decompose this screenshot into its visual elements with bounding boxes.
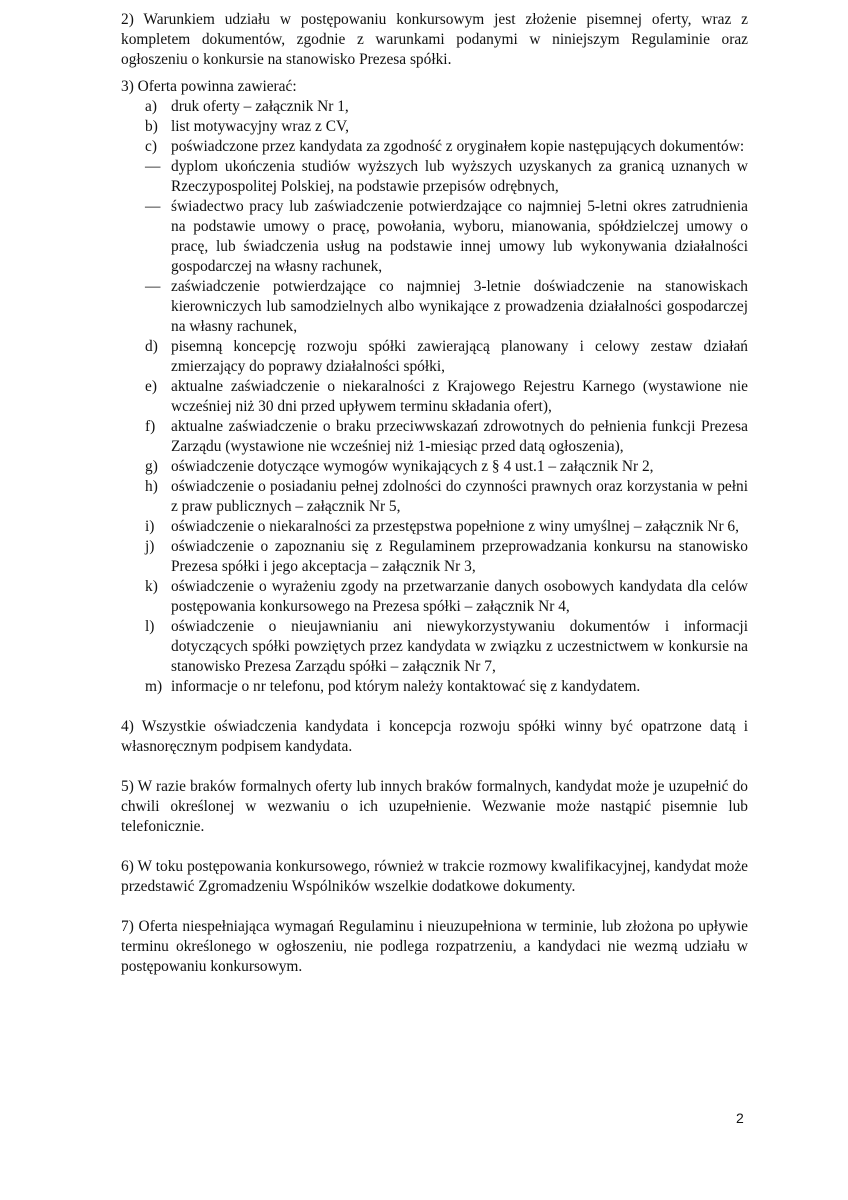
list-item-g [121,457,748,477]
list-item-text: informacje o nr telefonu, pod którym należy kontaktować się z kandydatem. [171,678,641,695]
list-marker: e) [145,378,157,395]
list-marker: g) [145,458,158,475]
list-marker: a) [145,98,157,115]
list-marker: h) [145,478,158,495]
list-marker: i) [145,518,155,535]
list-item-d [121,337,748,377]
list-item-dash-management-experience [121,277,748,337]
list-item-f [121,417,748,457]
paragraph-4: 4) Wszystkie oświadczenia kandydata i koncepcja rozwoju spółki winny być opatrzone datą i własnoręcznym podpisem kandydata. [121,718,748,755]
list-marker: b) [145,118,158,135]
page-number: 2 [736,1110,744,1126]
list-item-text: oświadczenie dotyczące wymogów wynikających z § 4 ust.1 – załącznik Nr 2, [171,458,654,475]
em-dash-bullet: — [145,158,161,175]
list-item-text: zaświadczenie potwierdzające co najmniej 3-letnie doświadczenie na stanowiskach kierowniczych lub samodzielnych albo wynikające z prowadzenia działalności gospodarczej na własny rachunek, [171,278,748,335]
list-item-m [121,677,748,697]
list-item-dash-diploma [121,157,748,197]
list-marker: m) [145,678,163,695]
paragraph-5: 5) W razie braków formalnych oferty lub innych braków formalnych, kandydat może je uzupełnić do chwili określonej w wezwaniu o ich uzupełnienie. Wezwanie może nastąpić pisemnie lub telefonicznie. [121,778,748,835]
list-item-text: oświadczenie o zapoznaniu się z Regulaminem przeprowadzania konkursu na stanowisko Prezesa spółki i jego akceptacja – załącznik Nr 3, [171,538,748,575]
offer-requirements-list [121,97,748,697]
em-dash-bullet: — [145,198,161,215]
list-marker: j) [145,538,155,555]
list-item-b [121,117,748,137]
list-item-text: druk oferty – załącznik Nr 1, [171,98,349,115]
list-item-text: oświadczenie o posiadaniu pełnej zdolności do czynności prawnych oraz korzystania w pełni z praw publicznych – załącznik Nr 5, [171,478,748,515]
list-item-text: oświadczenie o niekaralności za przestępstwa popełnione z winy umyślnej – załącznik Nr 6, [171,518,739,535]
list-item-text: oświadczenie o nieujawnianiu ani niewykorzystywaniu dokumentów i informacji dotyczących spółki powziętych przez kandydata w związku z uczestnictwem w konkursie na stanowisko Prezesa Zarządu spółki – załącznik Nr 7, [171,618,748,675]
list-item-j [121,537,748,577]
em-dash-bullet: — [145,278,161,295]
list-item-text: aktualne zaświadczenie o braku przeciwwskazań zdrowotnych do pełnienia funkcji Prezesa Zarządu (wystawione nie wcześniej niż 1-miesiąc przed datą ogłoszenia), [171,418,748,455]
paragraph-6: 6) W toku postępowania konkursowego, również w trakcie rozmowy kwalifikacyjnej, kandydat może przedstawić Zgromadzeniu Wspólników wszelkie dodatkowe dokumenty. [121,858,748,895]
list-marker: d) [145,338,158,355]
list-item-e [121,377,748,417]
list-item-text: aktualne zaświadczenie o niekaralności z Krajowego Rejestru Karnego (wystawione nie wcześniej niż 30 dni przed upływem terminu składania ofert), [171,378,748,415]
list-item-k [121,577,748,617]
list-item-text: poświadczone przez kandydata za zgodność z oryginałem kopie następujących dokumentów: [171,138,745,155]
paragraph-7: 7) Oferta niespełniająca wymagań Regulaminu i nieuzupełniona w terminie, lub złożona po upływie terminu określonego w ogłoszeniu, nie podlega rozpatrzeniu, a kandydaci nie wezmą udziału w postępowaniu konkursowym. [121,918,748,975]
list-marker: l) [145,618,155,635]
paragraph-3-intro: 3) Oferta powinna zawierać: [121,78,297,95]
list-item-text: pisemną koncepcję rozwoju spółki zawierającą planowany i celowy zestaw działań zmierzający do poprawy działalności spółki, [171,338,748,375]
list-marker: c) [145,138,157,155]
list-item-dash-work-certificate [121,197,748,277]
list-item-c [121,137,748,157]
list-item-l [121,617,748,677]
list-item-text: list motywacyjny wraz z CV, [171,118,349,135]
list-item-text: świadectwo pracy lub zaświadczenie potwierdzające co najmniej 5-letni okres zatrudnienia na podstawie umowy o pracę, powołania, wyboru, mianowania, spółdzielczej umowy o pracę, lub świadczenia usług na podstawie innej umowy lub wykonywania działalności gospodarczej na własny rachunek, [171,198,748,275]
list-item-text: dyplom ukończenia studiów wyższych lub wyższych uzyskanych za granicą uznanych w Rzeczypospolitej Polskiej, na podstawie przepisów odrębnych, [171,158,748,195]
list-item-a [121,97,748,117]
paragraph-2: 2) Warunkiem udziału w postępowaniu konkursowym jest złożenie pisemnej oferty, wraz z kompletem dokumentów, zgodnie z warunkami podanymi w niniejszym Regulaminie oraz ogłoszeniu o konkursie na stanowisko Prezesa spółki. [121,11,748,68]
list-item-h [121,477,748,517]
document-page [121,10,748,997]
list-item-i [121,517,748,537]
list-marker: k) [145,578,158,595]
list-marker: f) [145,418,156,435]
list-item-text: oświadczenie o wyrażeniu zgody na przetwarzanie danych osobowych kandydata dla celów postępowania konkursowego na Prezesa spółki – załącznik Nr 4, [171,578,748,615]
